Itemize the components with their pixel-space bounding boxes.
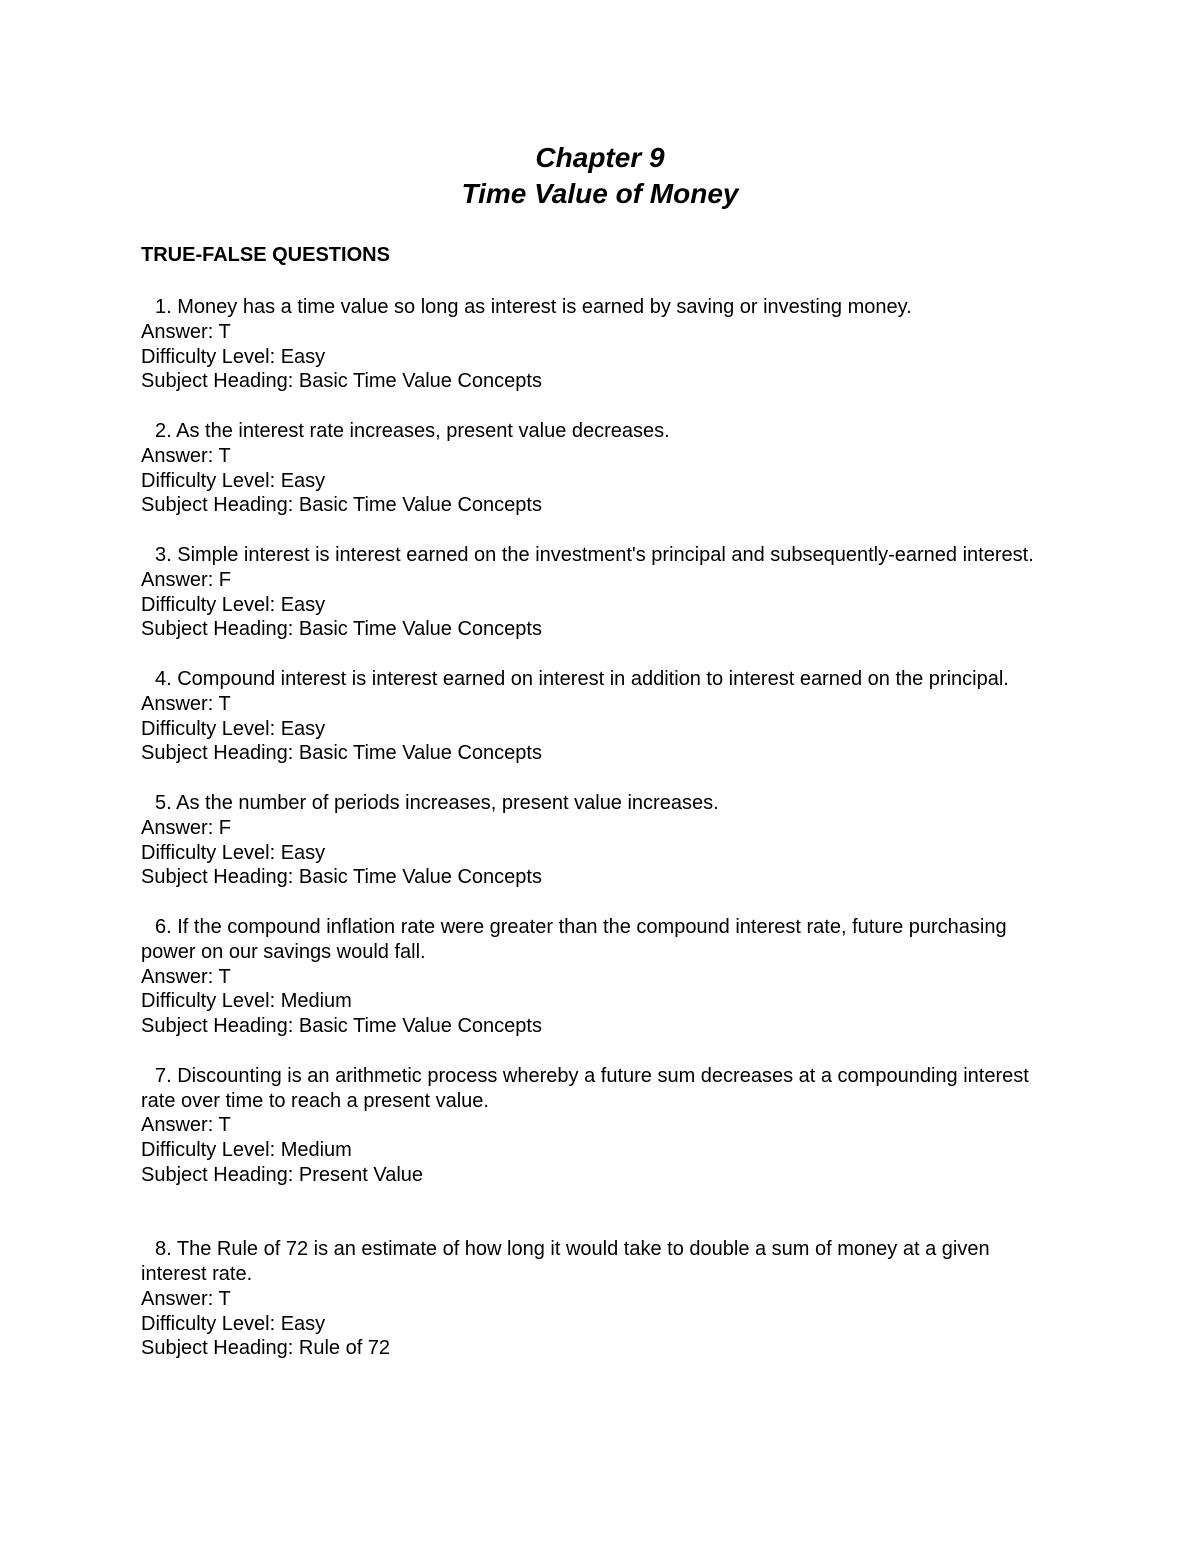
question-difficulty: Difficulty Level: Easy — [141, 593, 326, 616]
question-text: 7. Discounting is an arithmetic process whereby a future sum decreases at a compounding interest rate over time to reach a present value. — [141, 1064, 1029, 1112]
question-item — [141, 1237, 1041, 1361]
question-difficulty: Difficulty Level: Easy — [141, 1312, 326, 1335]
question-item — [141, 915, 1041, 1039]
question-text: 4. Compound interest is interest earned on interest in addition to interest earned on the principal. — [155, 667, 1009, 690]
question-text: 3. Simple interest is interest earned on the investment's principal and subsequently-earned interest. — [155, 543, 1034, 566]
question-difficulty: Difficulty Level: Easy — [141, 717, 326, 740]
question-subject: Subject Heading: Rule of 72 — [141, 1337, 391, 1360]
section-heading: TRUE-FALSE QUESTIONS — [141, 244, 390, 266]
question-item — [141, 667, 1041, 766]
question-text: 5. As the number of periods increases, present value increases. — [155, 791, 719, 814]
question-answer: Answer: T — [141, 320, 231, 343]
question-item — [141, 419, 1041, 518]
question-list — [141, 295, 1041, 1386]
question-answer: Answer: F — [141, 816, 232, 839]
question-subject: Subject Heading: Basic Time Value Concepts — [141, 866, 542, 889]
question-text: 1. Money has a time value so long as interest is earned by saving or investing money. — [155, 296, 912, 318]
question-answer: Answer: T — [141, 965, 231, 988]
question-answer: Answer: T — [141, 1114, 231, 1137]
question-difficulty: Difficulty Level: Easy — [141, 345, 326, 368]
question-answer: Answer: F — [141, 568, 232, 591]
question-answer: Answer: T — [141, 1287, 231, 1310]
question-answer: Answer: T — [141, 444, 231, 467]
question-item — [141, 791, 1041, 890]
question-difficulty: Difficulty Level: Easy — [141, 841, 326, 864]
question-item — [141, 295, 1041, 394]
question-text: 6. If the compound inflation rate were greater than the compound interest rate, future purchasing power on our savings would fall. — [141, 915, 1007, 963]
chapter-title-block — [0, 140, 1200, 212]
chapter-title: Time Value of Money — [461, 178, 739, 209]
question-subject: Subject Heading: Basic Time Value Concepts — [141, 1015, 542, 1038]
question-subject: Subject Heading: Basic Time Value Concepts — [141, 494, 542, 517]
question-answer: Answer: T — [141, 692, 231, 715]
question-difficulty: Difficulty Level: Easy — [141, 469, 326, 492]
question-item — [141, 1064, 1041, 1188]
question-subject: Subject Heading: Present Value — [141, 1163, 424, 1186]
question-item — [141, 543, 1041, 642]
question-subject: Subject Heading: Basic Time Value Concepts — [141, 618, 542, 641]
question-subject: Subject Heading: Basic Time Value Concepts — [141, 370, 542, 393]
question-difficulty: Difficulty Level: Medium — [141, 1139, 352, 1162]
question-text: 8. The Rule of 72 is an estimate of how long it would take to double a sum of money at a given interest rate. — [141, 1238, 990, 1286]
question-difficulty: Difficulty Level: Medium — [141, 990, 352, 1013]
chapter-number: Chapter 9 — [535, 142, 665, 173]
question-subject: Subject Heading: Basic Time Value Concepts — [141, 742, 542, 765]
question-text: 2. As the interest rate increases, present value decreases. — [155, 419, 670, 442]
